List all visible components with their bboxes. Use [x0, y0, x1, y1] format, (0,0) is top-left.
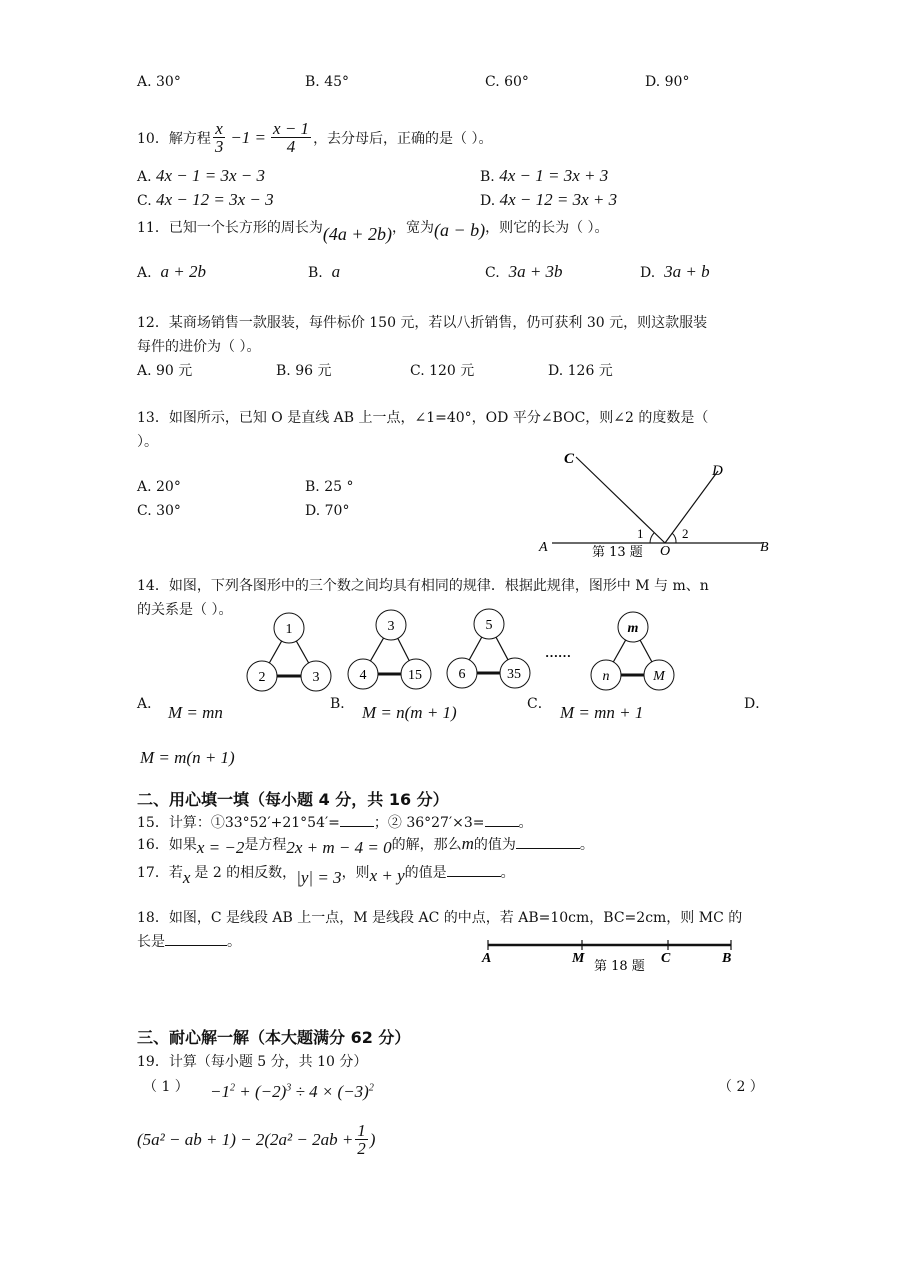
q15-blank-2[interactable]: [485, 826, 519, 827]
q11-c-label: C.: [485, 265, 500, 281]
q12-stem-line1: 12．某商场销售一款服装，每件标价 150 元，若以八折销售，仍可获利 30 元，则这款服装: [137, 315, 708, 331]
t1-left: 2: [258, 670, 266, 685]
q11-option-d: [640, 262, 710, 282]
label-b: B: [760, 540, 769, 555]
q9-option-b: B. 45°: [305, 74, 350, 90]
angle-2-arc: [672, 533, 676, 543]
q11-stem: [137, 216, 609, 244]
q12-option-c: C. 120 元: [410, 363, 475, 379]
q16-var: m: [461, 834, 474, 853]
q13-option-b: B. 25 °: [305, 479, 354, 495]
label-m: M: [572, 951, 585, 966]
q11-a-expr: a + 2b: [160, 262, 206, 281]
q16-post: 的值为: [473, 837, 516, 853]
q13-option-d: D. 70°: [305, 503, 350, 519]
q10-a-label: A.: [137, 169, 152, 185]
t2-left: 4: [359, 668, 367, 683]
q16-end: 。: [579, 837, 594, 853]
q11-c-expr: 3a + 3b: [508, 262, 563, 281]
q11-stem-pre: 11．已知一个长方形的周长为: [137, 220, 323, 236]
q14-b-label: B．: [330, 696, 355, 712]
t4-top: m: [627, 621, 639, 636]
angle-1-arc: [650, 533, 654, 543]
q16-expr2: 2x + m − 4 = 0: [286, 838, 392, 857]
q14-a-label: A．: [137, 696, 162, 712]
ray-oc: [576, 457, 665, 543]
q11-a-label: A.: [137, 265, 152, 281]
q14-stem-line2: 的关系是（ ）。: [137, 602, 233, 618]
label-a: A: [482, 951, 492, 966]
q13-stem-line2: ）。: [137, 434, 158, 450]
q11-width-expr: (a − b): [433, 220, 486, 240]
q10-frac2-numerator: x − 1: [273, 119, 310, 138]
q10-option-d: [480, 190, 617, 210]
q10-stem: [137, 120, 493, 155]
q10-d-expr: 4x − 12 = 3x + 3: [499, 190, 618, 209]
triangle-2: [348, 610, 431, 689]
q17-pre: 17．若: [137, 865, 183, 881]
q16-blank[interactable]: [516, 848, 580, 849]
label-a: A: [539, 540, 548, 555]
q9-option-a: A. 30°: [137, 74, 181, 90]
label-d: D: [712, 463, 723, 479]
q11-d-label: D.: [640, 265, 656, 281]
t2-right: 15: [408, 668, 422, 683]
q10-frac2-denominator: 4: [286, 137, 296, 156]
q19-p2-pre: (5a² − ab + 1) − 2(2a² − 2ab +: [137, 1129, 354, 1149]
q19-part1-expr: $-1^2 + (-2)^3 \div 4 \times (-3)^2$: [210, 1082, 374, 1101]
q10-c-expr: 4x − 12 = 3x − 3: [156, 190, 274, 209]
q12-stem-line2: 每件的进价为（ ）。: [137, 339, 261, 355]
label-angle-1: 1: [637, 526, 644, 541]
q15-blank-1[interactable]: [340, 826, 374, 827]
q19-p2-frac-num: 1: [357, 1121, 366, 1140]
t2-top: 3: [387, 619, 395, 634]
q14-d-expr: M = m(n + 1): [140, 748, 235, 767]
q13-option-a: A. 20°: [137, 479, 181, 495]
ellipsis: ……: [545, 645, 571, 660]
q19-p2-frac-den: 2: [357, 1139, 366, 1158]
triangle-1: [247, 613, 331, 691]
q14-c-label: C．: [527, 696, 552, 712]
section-2-title: 二、用心填一填（每小题 4 分，共 16 分）: [137, 790, 449, 809]
q19-p2-fraction: [355, 1122, 368, 1157]
q16-mid1: 是方程: [244, 837, 287, 853]
triangle-3: [447, 609, 530, 688]
q10-option-a: [137, 166, 265, 186]
q17-mid1: 是 2 的相反数，: [194, 865, 297, 881]
q10-frac1-numerator: x: [215, 119, 223, 138]
q16: [137, 834, 594, 857]
q10-a-expr: 4x − 1 = 3x − 3: [156, 166, 266, 185]
q15-mid: ；② 36°27′×3=: [373, 815, 485, 831]
q16-expr1: x = −2: [196, 838, 245, 857]
q14-b-expr: M = n(m + 1): [362, 703, 457, 722]
q10-option-b: [480, 166, 608, 186]
q16-mid2: 的解，那么: [391, 837, 462, 853]
q17-end: 。: [500, 865, 515, 881]
q10-fraction-1: [213, 120, 226, 155]
t1-top: 1: [285, 622, 293, 637]
q17: [137, 862, 515, 887]
q18-line2-pre: 长是: [137, 934, 165, 950]
q17-mid2: ，则: [341, 865, 370, 881]
q18-stem-line1: 18．如图，C 是线段 AB 上一点，M 是线段 AC 的中点，若 AB=10cm，BC=2cm，则 MC 的: [137, 910, 743, 926]
q10-fraction-2: [271, 120, 311, 155]
q12-option-d: D. 126 元: [548, 363, 613, 379]
q14-a-expr: M = mn: [168, 703, 223, 722]
q15: [137, 812, 533, 832]
q10-b-expr: 4x − 1 = 3x + 3: [499, 166, 609, 185]
q19-title: 19．计算（每小题 5 分，共 10 分）: [137, 1054, 368, 1070]
q11-option-b: [308, 262, 340, 282]
q10-d-label: D.: [480, 193, 496, 209]
q19-part1-label: （ 1 ）: [143, 1079, 189, 1095]
q11-option-a: [137, 262, 206, 282]
q10-option-c: [137, 190, 274, 210]
q16-pre: 16．如果: [137, 837, 197, 853]
t4-left: n: [602, 669, 610, 684]
q18-figure: [478, 935, 738, 980]
q11-d-expr: 3a + b: [664, 262, 710, 281]
label-o: O: [660, 544, 671, 559]
label-c: C: [564, 451, 575, 467]
q13-stem-line1: 13．如图所示，已知 O 是直线 AB 上一点，∠1=40°，OD 平分∠BOC，则∠2 的度数是（: [137, 410, 709, 426]
q14-stem-line1: 14．如图，下列各图形中的三个数之间均具有相同的规律．根据此规律，图形中 M 与 m、n: [137, 578, 709, 594]
q19-part2-label: （ 2 ）: [718, 1079, 764, 1095]
label-angle-2: 2: [682, 526, 689, 541]
t4-right: M: [653, 669, 665, 684]
t1-right: 3: [312, 670, 320, 685]
q13-option-c: C. 30°: [137, 503, 181, 519]
q10-stem-mid: −1 =: [230, 127, 267, 147]
q11-b-label: B.: [308, 265, 323, 281]
q19-part2-expr: [137, 1122, 375, 1157]
q11-stem-post: ，则它的长为（ ）。: [485, 220, 609, 236]
q19-p2-post: ): [369, 1129, 376, 1149]
t3-right: 35: [507, 667, 521, 682]
q10-stem-pre: 10．解方程: [137, 130, 211, 147]
q10-frac1-denominator: 3: [214, 137, 224, 156]
ray-od: [665, 471, 718, 543]
q14-c-expr: M = mn + 1: [560, 703, 644, 722]
q14-d-label: D．: [744, 696, 770, 712]
q9-option-d: D. 90°: [645, 74, 690, 90]
q15-post: 。: [518, 815, 533, 831]
q17-post: 的值是: [404, 865, 447, 881]
q13-figure-caption: 第 13 题: [592, 545, 643, 560]
q11-b-expr: a: [331, 262, 341, 281]
q11-perimeter-expr: (4a + 2b): [322, 224, 392, 244]
q17-expr2: x + y: [369, 866, 405, 885]
q11-stem-mid: ，宽为: [391, 220, 434, 236]
q10-stem-post: ，去分母后，正确的是（ ）。: [313, 130, 493, 147]
q15-pre: 15．计算：①33°52′+21°54′=: [137, 815, 340, 831]
q10-b-label: B.: [480, 169, 495, 185]
q18-line2-end: 。: [227, 934, 241, 950]
q18-figure-caption: 第 18 题: [594, 959, 645, 974]
q13-figure: [530, 445, 790, 560]
q18-blank[interactable]: [165, 945, 227, 946]
q14-figure: [240, 605, 700, 695]
q18-stem-line2: [137, 931, 241, 951]
q12-option-a: A. 90 元: [137, 363, 193, 379]
label-b: B: [722, 951, 732, 966]
q17-blank[interactable]: [447, 876, 501, 877]
section-3-title: 三、耐心解一解（本大题满分 62 分）: [137, 1028, 411, 1047]
q11-option-c: [485, 262, 563, 282]
t3-top: 5: [485, 618, 493, 633]
q10-c-label: C.: [137, 193, 152, 209]
q12-option-b: B. 96 元: [276, 363, 332, 379]
triangle-4: [591, 612, 674, 690]
q17-expr: |y| = 3: [296, 868, 342, 887]
label-c: C: [661, 951, 671, 966]
t3-left: 6: [458, 667, 466, 682]
q17-var: x: [182, 868, 191, 887]
q9-option-c: C. 60°: [485, 74, 529, 90]
